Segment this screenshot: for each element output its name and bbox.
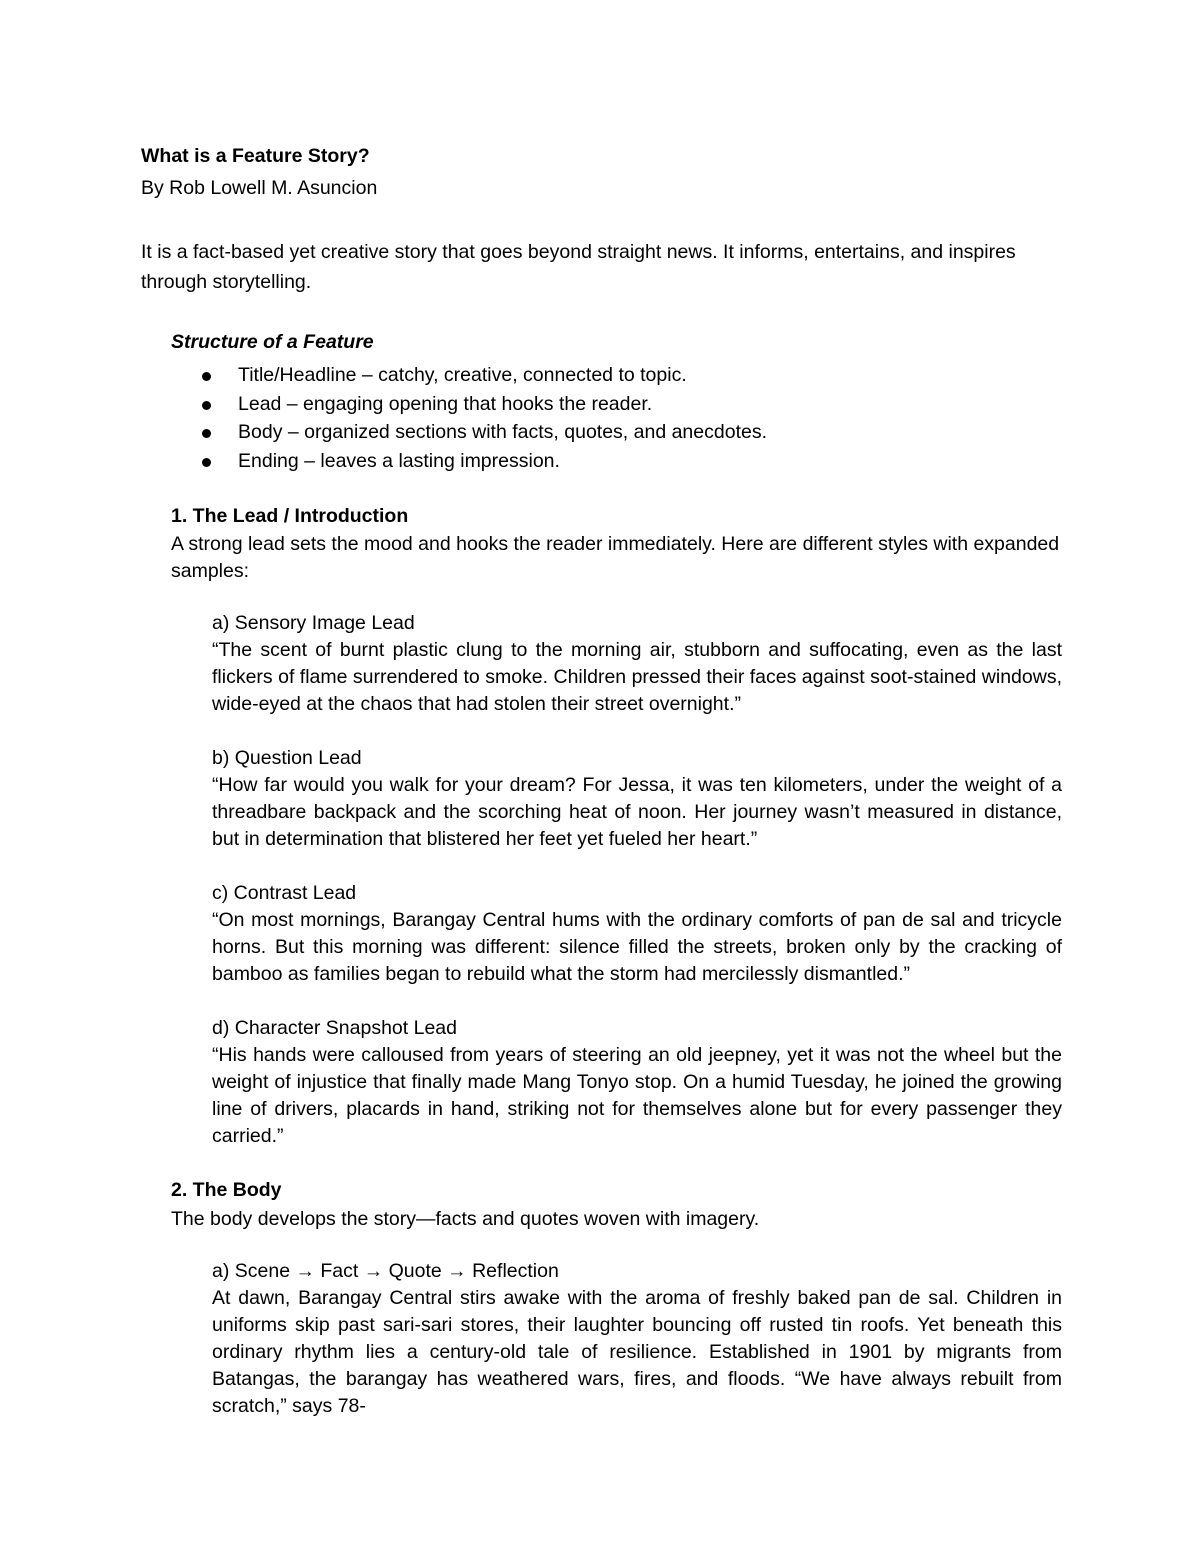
list-item: Ending – leaves a lasting impression. bbox=[200, 447, 767, 476]
list-item: Title/Headline – catchy, creative, connected to topic. bbox=[200, 361, 767, 390]
sample-label: c) Contrast Lead bbox=[212, 882, 357, 904]
body-section-paragraph: The body develops the story—facts and quotes woven with imagery. bbox=[171, 1208, 760, 1230]
structure-heading: Structure of a Feature bbox=[171, 331, 374, 353]
list-item: Body – organized sections with facts, quotes, and anecdotes. bbox=[200, 418, 767, 447]
sample-label: a) Sensory Image Lead bbox=[212, 612, 415, 634]
contrast-lead-sample bbox=[212, 880, 1062, 988]
list-item: Lead – engaging opening that hooks the reader. bbox=[200, 390, 767, 419]
sample-text: “On most mornings, Barangay Central hums with the ordinary comforts of pan de sal and tricycle horns. But this morning was different: silence filled the streets, broken only by the cracking of bamboo as families began to rebuild what the storm had mercilessly dismantled.” bbox=[212, 909, 1062, 985]
sample-text: At dawn, Barangay Central stirs awake with the aroma of freshly baked pan de sal. Children in uniforms skip past sari-sari stores, their laughter bouncing off rusted tin roofs. Yet beneath this ordinary rhythm lies a century-old tale of resilience. Established in 1901 by migrants from Batangas, the barangay has weathered wars, fires, and floods. “We have always rebuilt from scratch,” says 78- bbox=[212, 1287, 1062, 1417]
document-title: What is a Feature Story? bbox=[141, 145, 370, 167]
intro-paragraph: It is a fact-based yet creative story that goes beyond straight news. It informs, entertains, and inspires through storytelling. bbox=[141, 241, 1016, 293]
sample-text: “How far would you walk for your dream? For Jessa, it was ten kilometers, under the weight of a threadbare backpack and the scorching heat of noon. Her journey wasn’t measured in distance, but in determination that blistered her feet yet fueled her heart.” bbox=[212, 774, 1062, 850]
author-byline: By Rob Lowell M. Asuncion bbox=[141, 177, 378, 199]
sensory-lead-sample bbox=[212, 610, 1062, 718]
structure-list bbox=[200, 361, 767, 475]
lead-section-heading: 1. The Lead / Introduction bbox=[171, 505, 409, 527]
sample-label: a) Scene → Fact → Quote → Reflection bbox=[212, 1260, 559, 1282]
body-section-heading: 2. The Body bbox=[171, 1179, 282, 1201]
scene-fact-sample bbox=[212, 1258, 1062, 1420]
sample-text: “The scent of burnt plastic clung to the morning air, stubborn and suffocating, even as the last flickers of flame surrendered to smoke. Children pressed their faces against soot-stained windows, wide-eyed at the chaos that had stolen their street overnight.” bbox=[212, 639, 1062, 715]
character-lead-sample bbox=[212, 1015, 1062, 1150]
sample-text: “His hands were calloused from years of steering an old jeepney, yet it was not the wheel but the weight of injustice that finally made Mang Tonyo stop. On a humid Tuesday, he joined the growing line of drivers, placards in hand, striking not for themselves alone but for every passenger they carried.” bbox=[212, 1044, 1062, 1147]
sample-label: d) Character Snapshot Lead bbox=[212, 1017, 457, 1039]
sample-label: b) Question Lead bbox=[212, 747, 362, 769]
lead-section-paragraph: A strong lead sets the mood and hooks the reader immediately. Here are different styles with expanded samples: bbox=[171, 533, 1060, 582]
question-lead-sample bbox=[212, 745, 1062, 853]
